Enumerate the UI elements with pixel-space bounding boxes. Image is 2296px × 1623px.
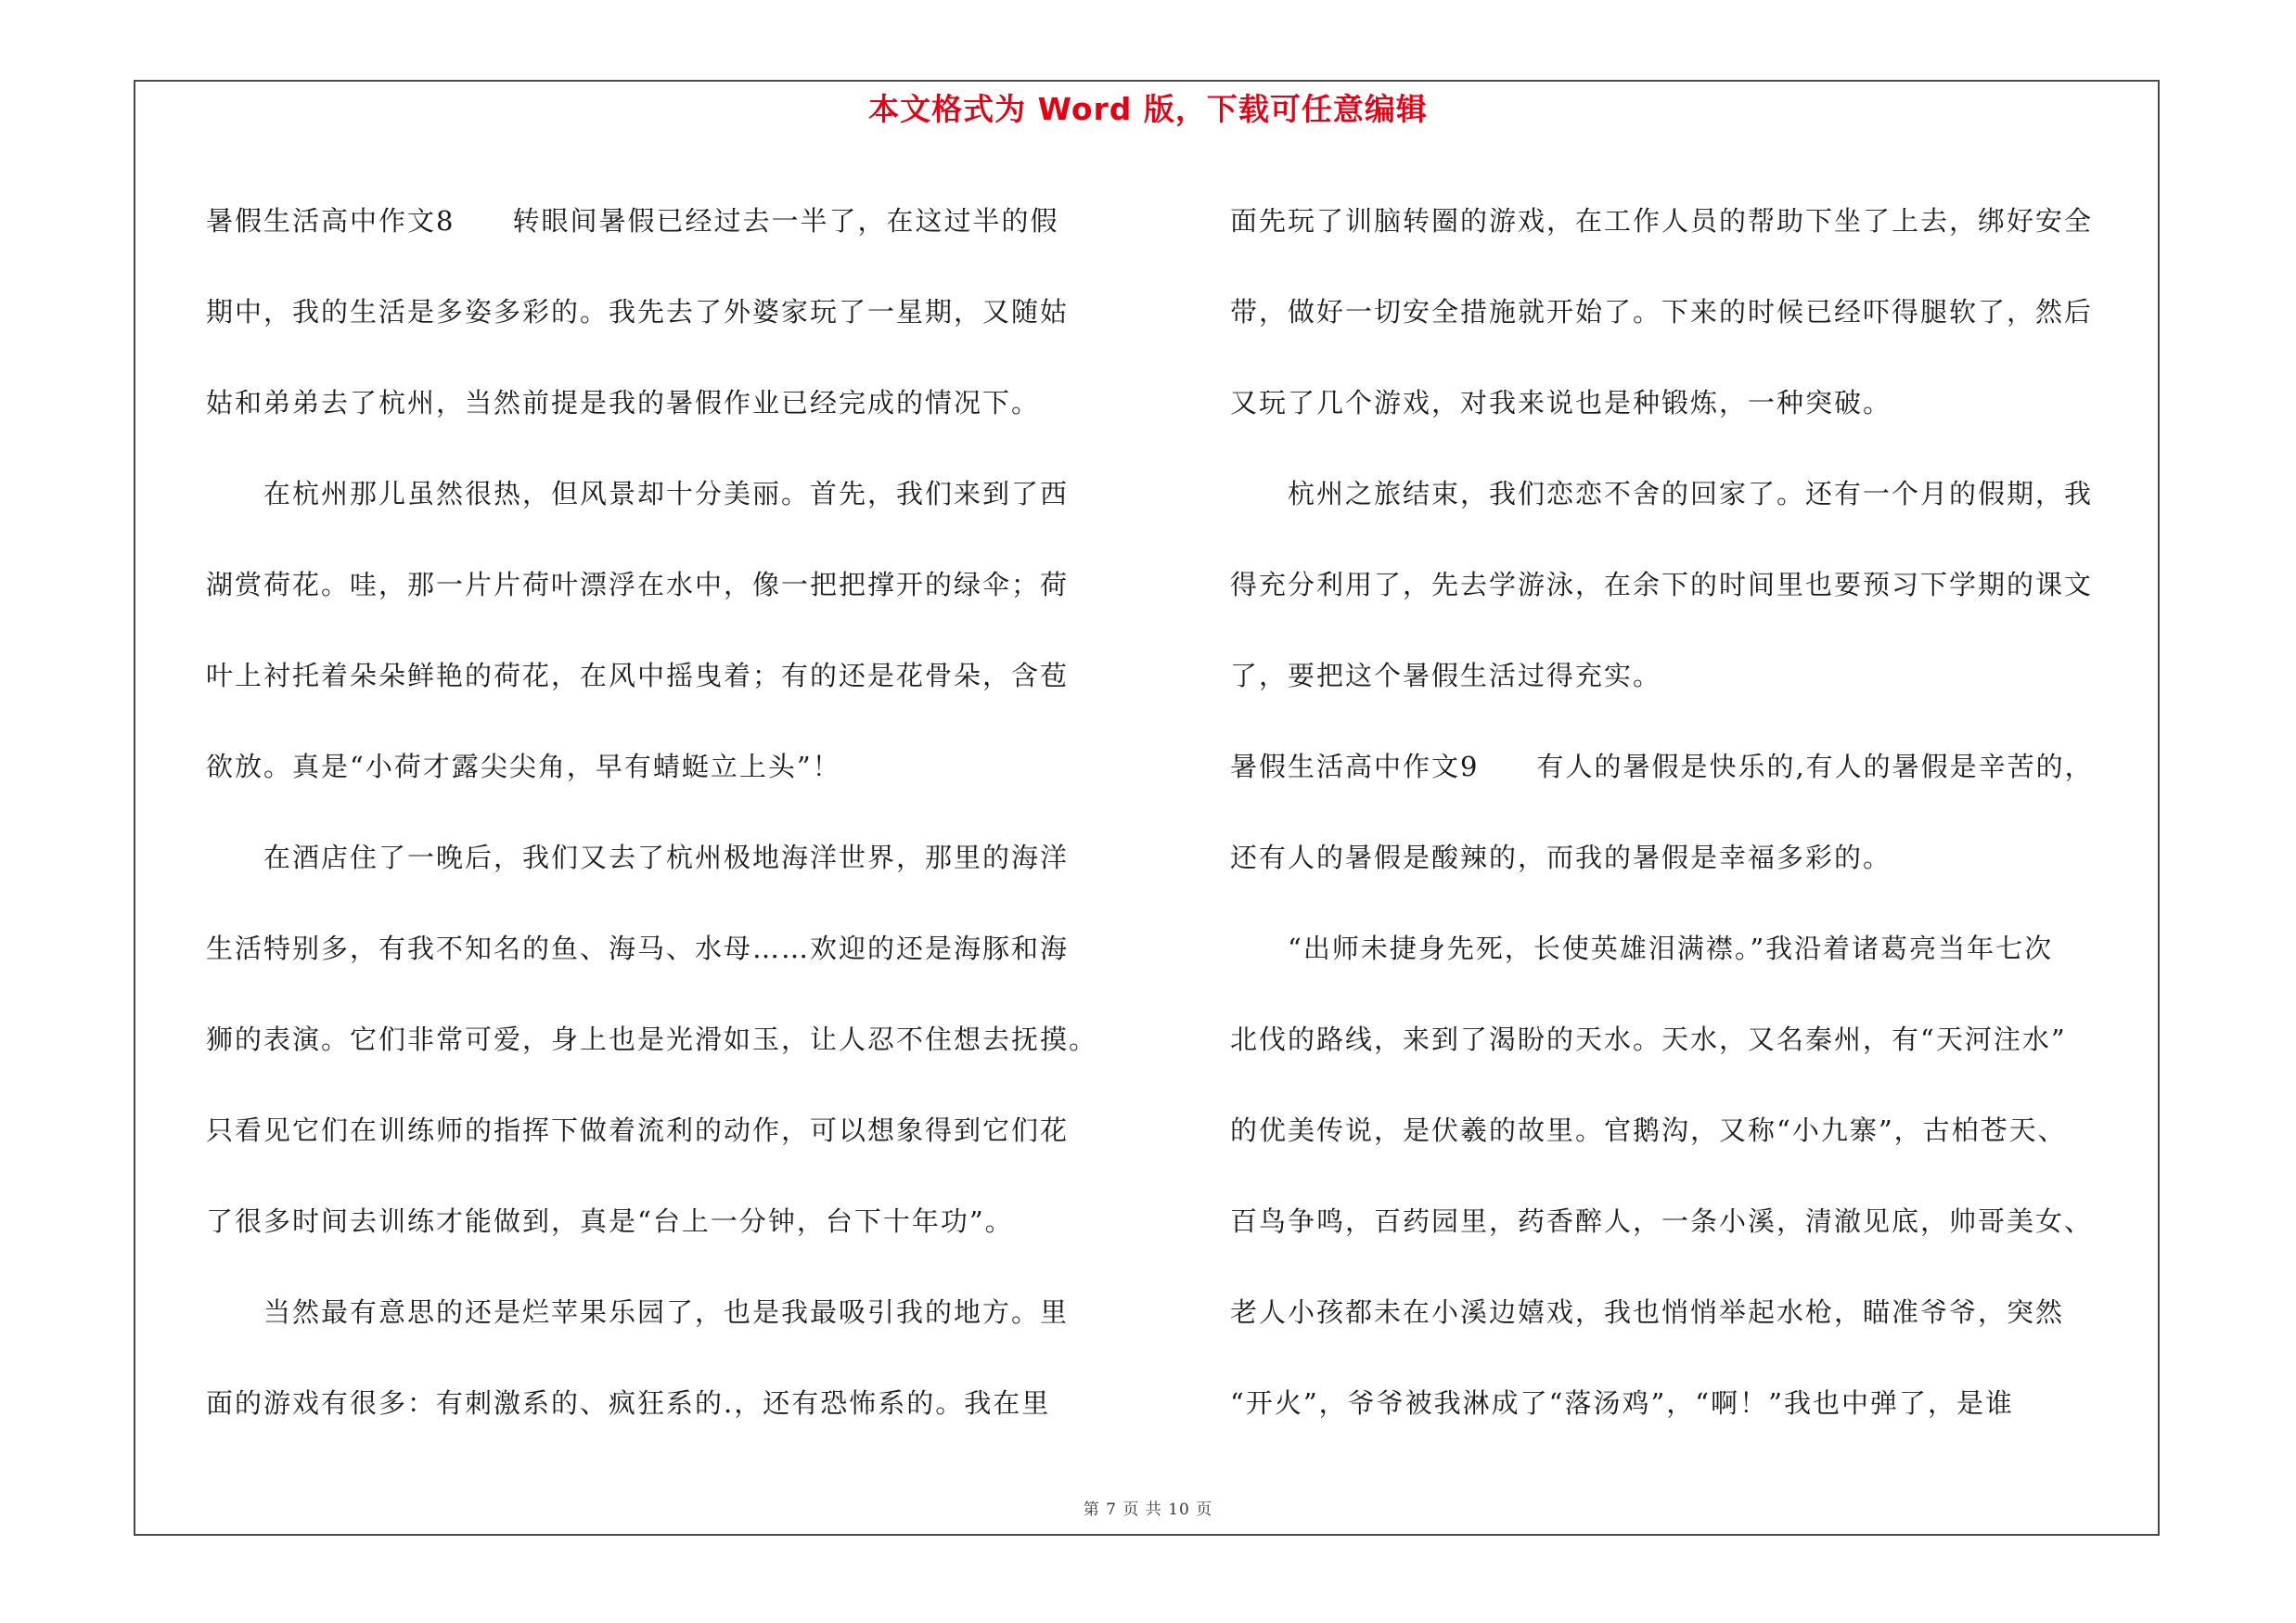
text-line: 百鸟争鸣，百药园里，药香醉人，一条小溪，清澈见底，帅哥美女、 [1230,1205,2094,1237]
text-line: 期中，我的生活是多姿多彩的。我先去了外婆家玩了一星期，又随姑 [206,296,1070,328]
text-line: 面的游戏有很多：有刺激系的、疯狂系的.，还有恐怖系的。我在里 [206,1387,1051,1419]
page-number-footer: 第 7 页 共 10 页 [1083,1501,1213,1519]
text-line: 得充分利用了，先去学游泳，在余下的时间里也要预习下学期的课文 [1230,569,2094,600]
text-line: 姑和弟弟去了杭州，当然前提是我的暑假作业已经完成的情况下。 [206,387,1041,419]
text-line: “开火”，爷爷被我淋成了“落汤鸡”，“啊！”我也中弹了，是谁 [1230,1387,2014,1419]
text-line: 面先玩了训脑转圈的游戏，在工作人员的帮助下坐了上去，绑好安全 [1230,205,2094,237]
text-line: 带，做好一切安全措施就开始了。下来的时候已经吓得腿软了，然后 [1230,296,2094,328]
text-line: 杭州之旅结束，我们恋恋不舍的回家了。还有一个月的假期，我 [1230,478,2094,509]
text-line: 暑假生活高中作文9 有人的暑假是快乐的,有人的暑假是辛苦的， [1230,751,2094,782]
text-line: 的优美传说，是伏羲的故里。官鹅沟，又称“小九寨”，古柏苍天、 [1230,1114,2067,1146]
text-line: 湖赏荷花。哇，那一片片荷叶漂浮在水中，像一把把撑开的绿伞；荷 [206,569,1070,600]
text-line: 只看见它们在训练师的指挥下做着流利的动作，可以想象得到它们花 [206,1114,1070,1146]
text-line: 老人小孩都未在小溪边嬉戏，我也悄悄举起水枪，瞄准爷爷，突然 [1230,1296,2065,1328]
text-line: 生活特别多，有我不知名的鱼、海马、水母……欢迎的还是海豚和海 [206,933,1070,964]
right-text-column [1230,175,2150,1449]
text-line: 在杭州那儿虽然很热，但风景却十分美丽。首先，我们来到了西 [206,478,1070,509]
text-line: 在酒店住了一晚后，我们又去了杭州极地海洋世界，那里的海洋 [206,842,1070,873]
text-line: 又玩了几个游戏，对我来说也是种锻炼，一种突破。 [1230,387,1892,419]
text-line: 了，要把这个暑假生活过得充实。 [1230,660,1662,691]
text-line: 当然最有意思的还是烂苹果乐园了，也是我最吸引我的地方。里 [206,1296,1070,1328]
text-line: 欲放。真是“小荷才露尖尖角，早有蜻蜓立上头”！ [206,751,841,782]
left-text-column [206,175,1126,1449]
text-line: 叶上衬托着朵朵鲜艳的荷花，在风中摇曳着；有的还是花骨朵，含苞 [206,660,1070,691]
text-line: 了很多时间去训练才能做到，真是“台上一分钟，台下十年功”。 [206,1205,1014,1237]
text-line: 狮的表演。它们非常可爱，身上也是光滑如玉，让人忍不住想去抚摸。 [206,1024,1098,1055]
text-line: 北伐的路线，来到了渴盼的天水。天水，又名秦州，有“天河注水” [1230,1024,2067,1055]
text-line: 还有人的暑假是酸辣的，而我的暑假是幸福多彩的。 [1230,842,1892,873]
text-line: “出师未捷身先死，长使英雄泪满襟。”我沿着诸葛亮当年七次 [1230,933,2054,964]
format-banner: 本文格式为 Word 版，下载可任意编辑 [868,91,1428,127]
text-line: 暑假生活高中作文8 转眼间暑假已经过去一半了，在这过半的假 [206,205,1059,237]
